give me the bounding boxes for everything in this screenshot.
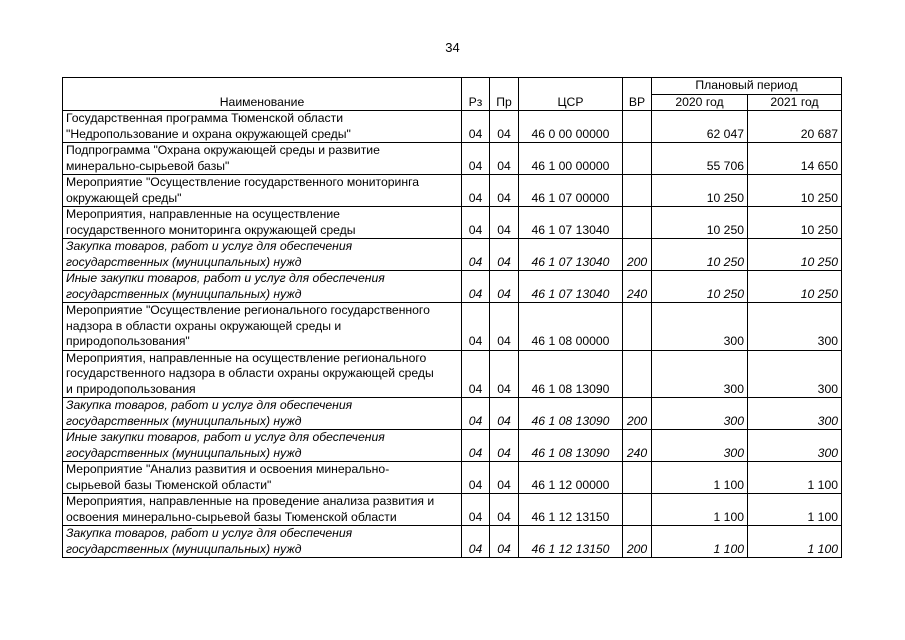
header-csr: ЦСР — [519, 78, 623, 111]
row-rz-cell: 04 — [462, 207, 490, 239]
row-name-cell: Закупка товаров, работ и услуг для обеспечения государственных (муниципальных) нужд — [63, 526, 462, 558]
row-vr-cell — [623, 143, 652, 175]
row-2021-value: 1 100 — [748, 526, 842, 558]
row-2021-value: 300 — [748, 350, 842, 398]
row-csr-cell: 46 1 08 00000 — [519, 303, 623, 351]
row-name-cell: Мероприятия, направленные на проведение анализа развития и освоения минерально-сырьевой базы Тюменской области — [63, 494, 462, 526]
row-pr-cell: 04 — [490, 207, 519, 239]
row-2021-value: 20 687 — [748, 111, 842, 143]
row-csr-cell: 46 1 12 00000 — [519, 462, 623, 494]
row-2021-value: 14 650 — [748, 143, 842, 175]
row-2020-value: 1 100 — [652, 494, 748, 526]
row-pr-cell: 04 — [490, 526, 519, 558]
row-name-cell: Закупка товаров, работ и услуг для обеспечения государственных (муниципальных) нужд — [63, 239, 462, 271]
row-2020-value: 55 706 — [652, 143, 748, 175]
row-rz-cell: 04 — [462, 526, 490, 558]
row-2020-value: 1 100 — [652, 526, 748, 558]
header-name: Наименование — [63, 78, 462, 111]
row-pr-cell: 04 — [490, 271, 519, 303]
row-vr-cell — [623, 207, 652, 239]
row-2021-value: 10 250 — [748, 207, 842, 239]
row-rz-cell: 04 — [462, 175, 490, 207]
row-name-cell: Мероприятия, направленные на осуществление государственного мониторинга окружающей среды — [63, 207, 462, 239]
row-rz-cell: 04 — [462, 271, 490, 303]
table-row — [63, 430, 842, 462]
row-2020-value: 62 047 — [652, 111, 748, 143]
header-year-2021: 2021 год — [748, 94, 842, 111]
row-pr-cell: 04 — [490, 303, 519, 351]
row-rz-cell: 04 — [462, 430, 490, 462]
row-csr-cell: 46 1 08 13090 — [519, 350, 623, 398]
row-pr-cell: 04 — [490, 239, 519, 271]
row-2021-value: 1 100 — [748, 462, 842, 494]
row-2020-value: 1 100 — [652, 462, 748, 494]
row-2021-value: 300 — [748, 398, 842, 430]
table-row — [63, 462, 842, 494]
row-csr-cell: 46 1 12 13150 — [519, 526, 623, 558]
table-row — [63, 271, 842, 303]
row-vr-cell: 200 — [623, 239, 652, 271]
row-vr-cell: 200 — [623, 398, 652, 430]
row-csr-cell: 46 0 00 00000 — [519, 111, 623, 143]
table-row — [63, 207, 842, 239]
row-vr-cell — [623, 494, 652, 526]
row-csr-cell: 46 1 07 13040 — [519, 239, 623, 271]
row-rz-cell: 04 — [462, 303, 490, 351]
row-name-cell: Мероприятие "Осуществление государственного мониторинга окружающей среды" — [63, 175, 462, 207]
row-rz-cell: 04 — [462, 462, 490, 494]
row-vr-cell — [623, 111, 652, 143]
row-name-cell: Иные закупки товаров, работ и услуг для обеспечения государственных (муниципальных) нужд — [63, 430, 462, 462]
row-pr-cell: 04 — [490, 175, 519, 207]
row-name-cell: Государственная программа Тюменской области "Недропользование и охрана окружающей среды" — [63, 111, 462, 143]
row-csr-cell: 46 1 08 13090 — [519, 398, 623, 430]
row-pr-cell: 04 — [490, 143, 519, 175]
row-pr-cell: 04 — [490, 494, 519, 526]
table-row — [63, 350, 842, 398]
row-pr-cell: 04 — [490, 398, 519, 430]
table-row — [63, 175, 842, 207]
header-vr: ВР — [623, 78, 652, 111]
row-vr-cell: 240 — [623, 271, 652, 303]
row-rz-cell: 04 — [462, 143, 490, 175]
row-2021-value: 10 250 — [748, 271, 842, 303]
row-vr-cell — [623, 462, 652, 494]
row-pr-cell: 04 — [490, 350, 519, 398]
row-name-cell: Иные закупки товаров, работ и услуг для обеспечения государственных (муниципальных) нужд — [63, 271, 462, 303]
row-2021-value: 300 — [748, 430, 842, 462]
row-rz-cell: 04 — [462, 398, 490, 430]
row-vr-cell: 240 — [623, 430, 652, 462]
row-rz-cell: 04 — [462, 350, 490, 398]
row-pr-cell: 04 — [490, 111, 519, 143]
row-rz-cell: 04 — [462, 494, 490, 526]
row-2021-value: 10 250 — [748, 175, 842, 207]
row-2020-value: 10 250 — [652, 239, 748, 271]
row-name-cell: Мероприятие "Анализ развития и освоения минерально- сырьевой базы Тюменской области" — [63, 462, 462, 494]
table-row — [63, 239, 842, 271]
row-2021-value: 10 250 — [748, 239, 842, 271]
row-2020-value: 300 — [652, 303, 748, 351]
row-2020-value: 10 250 — [652, 207, 748, 239]
row-csr-cell: 46 1 07 00000 — [519, 175, 623, 207]
row-vr-cell — [623, 303, 652, 351]
row-2021-value: 300 — [748, 303, 842, 351]
table-row — [63, 494, 842, 526]
row-csr-cell: 46 1 07 13040 — [519, 271, 623, 303]
table-row — [63, 111, 842, 143]
row-name-cell: Подпрограмма "Охрана окружающей среды и развитие минерально-сырьевой базы" — [63, 143, 462, 175]
header-year-2020: 2020 год — [652, 94, 748, 111]
row-csr-cell: 46 1 08 13090 — [519, 430, 623, 462]
row-2020-value: 10 250 — [652, 175, 748, 207]
row-2021-value: 1 100 — [748, 494, 842, 526]
row-csr-cell: 46 1 12 13150 — [519, 494, 623, 526]
row-pr-cell: 04 — [490, 462, 519, 494]
table-body — [63, 111, 842, 558]
row-2020-value: 10 250 — [652, 271, 748, 303]
row-2020-value: 300 — [652, 430, 748, 462]
row-name-cell: Закупка товаров, работ и услуг для обеспечения государственных (муниципальных) нужд — [63, 398, 462, 430]
row-name-cell: Мероприятия, направленные на осуществление регионального государственного надзора в области охраны окружающей среды и природопользования — [63, 350, 462, 398]
header-rz: Рз — [462, 78, 490, 111]
page-number: 34 — [445, 40, 460, 55]
header-planned-period: Плановый период — [652, 78, 842, 95]
table-row — [63, 143, 842, 175]
row-rz-cell: 04 — [462, 239, 490, 271]
row-2020-value: 300 — [652, 350, 748, 398]
header-pr: Пр — [490, 78, 519, 111]
row-csr-cell: 46 1 07 13040 — [519, 207, 623, 239]
row-vr-cell — [623, 350, 652, 398]
budget-table — [62, 77, 842, 558]
table-row — [63, 303, 842, 351]
row-name-cell: Мероприятие "Осуществление регионального государственного надзора в области охраны окружающей среды и природопользования" — [63, 303, 462, 351]
row-csr-cell: 46 1 00 00000 — [519, 143, 623, 175]
row-rz-cell: 04 — [462, 111, 490, 143]
table-row — [63, 398, 842, 430]
table-row — [63, 526, 842, 558]
row-vr-cell: 200 — [623, 526, 652, 558]
row-2020-value: 300 — [652, 398, 748, 430]
row-vr-cell — [623, 175, 652, 207]
row-pr-cell: 04 — [490, 430, 519, 462]
